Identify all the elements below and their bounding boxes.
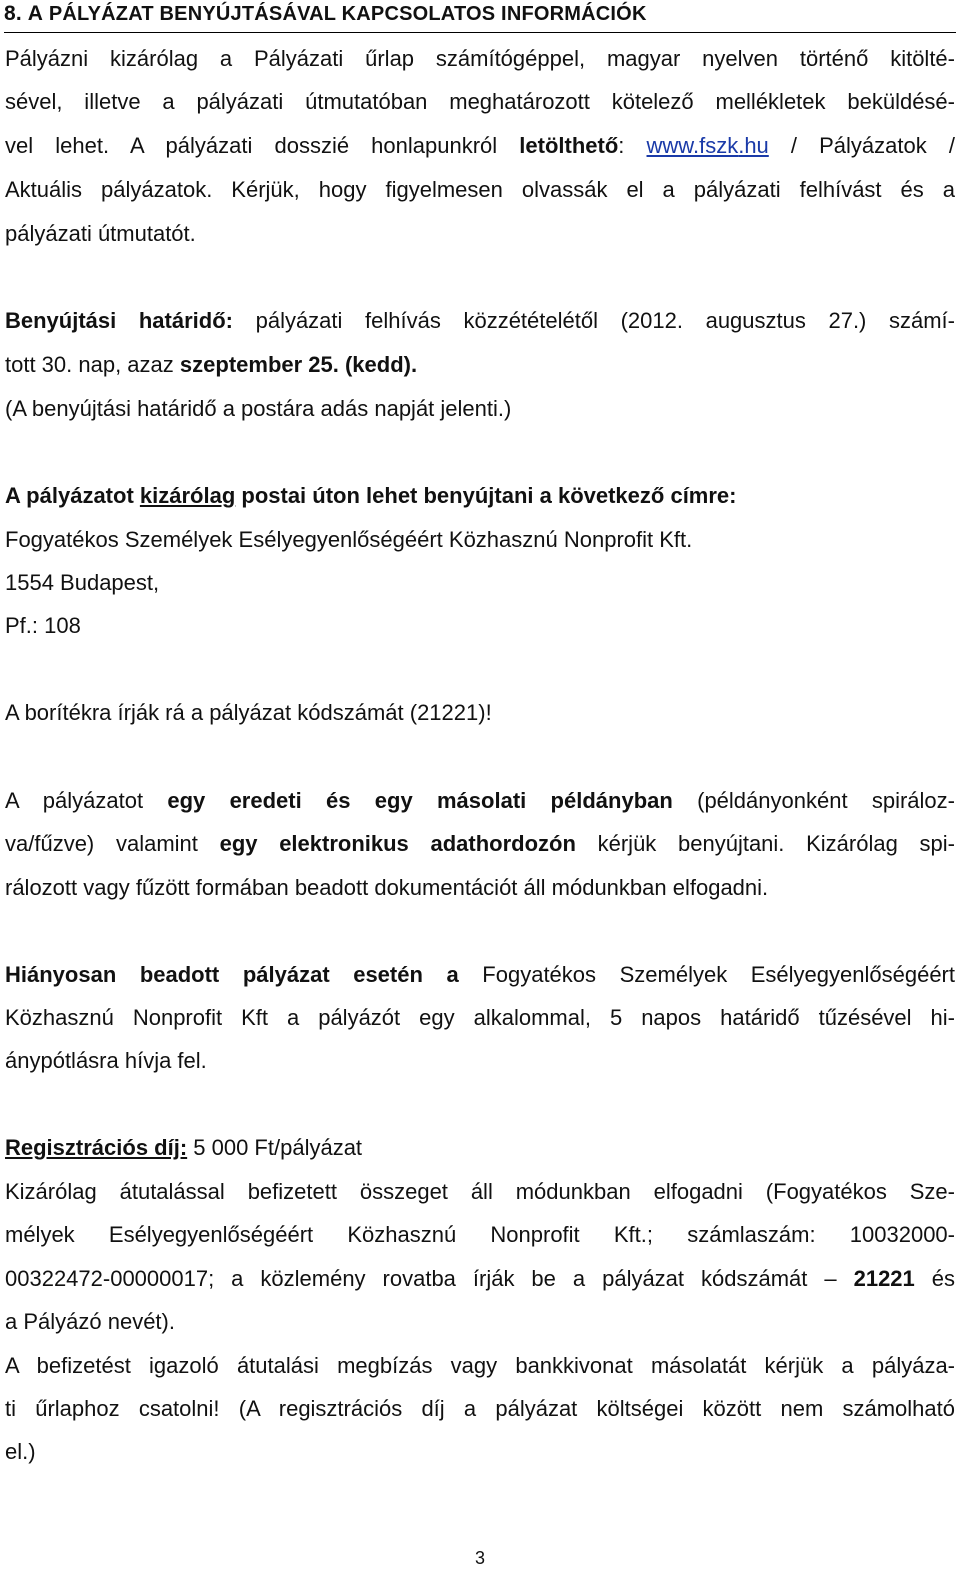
address-heading-pre: A pályázatot [5, 483, 140, 508]
missing-line1-bold: Hiányosan beadott pályázat esetén a [5, 962, 459, 987]
para1-line4: Aktuális pályázatok. Kérjük, hogy figyelmesen olvassák el a pályázati felhívást és a [5, 177, 955, 202]
address-city: 1554 Budapest, [5, 570, 160, 595]
fee-text-line3 [5, 1264, 955, 1294]
copies-line2-bold: egy elektronikus adathordozón [219, 831, 576, 856]
copies-line2 [5, 829, 955, 859]
fee-text-line7: el.) [5, 1439, 36, 1464]
deadline-note: (A benyújtási határidő a postára adás napját jelenti.) [5, 396, 512, 421]
deadline-date: szeptember 25. (kedd). [179, 352, 418, 377]
fee-code: 21221 [853, 1266, 915, 1291]
page-number: 3 [474, 1548, 485, 1568]
deadline-line2-pre: tott 30. nap, azaz [5, 352, 180, 377]
missing-line1-rest: Fogyatékos Személyek Esélyegyenlőségéért [458, 962, 955, 987]
para1-line3-post: / Pályázatok / [768, 133, 955, 158]
para1-line5: pályázati útmutatót. [5, 221, 196, 246]
code-note: A borítékra írják rá a pályázat kódszámát (21221)! [5, 700, 492, 725]
copies-line3: rálozott vagy fűzött formában beadott dokumentációt áll módunkban elfogadni. [5, 875, 769, 900]
address-org: Fogyatékos Személyek Esélyegyenlőségéért Közhasznú Nonprofit Kft. [5, 527, 693, 552]
address-heading-underline: kizárólag [139, 483, 236, 508]
para1-line2: sével, illetve a pályázati útmutatóban meghatározott kötelező mellékletek beküldésé- [5, 89, 955, 114]
copies-line2-pre: va/fűzve) valamint [5, 831, 220, 856]
fee-text-line2: mélyek Esélyegyenlőségéért Közhasznú Nonprofit Kft.; számlaszám: 10032000- [5, 1222, 955, 1247]
deadline-label: Benyújtási határidő: [5, 308, 233, 333]
section-title: PÁLYÁZAT BENYÚJTÁSÁVAL KAPCSOLATOS INFORMÁCIÓK [48, 3, 647, 25]
fee-text-line1: Kizárólag átutalással befizetett összeget áll módunkban elfogadni (Fogyatékos Sze- [5, 1179, 955, 1204]
missing-line3: ánypótlásra hívja fel. [5, 1048, 207, 1073]
address-pobox: Pf.: 108 [5, 613, 81, 638]
deadline-line2 [5, 350, 417, 380]
website-link[interactable]: www.fszk [646, 133, 739, 158]
copies-line1-bold: egy eredeti és egy másolati példányban [167, 788, 673, 813]
fee-line [5, 1133, 362, 1163]
fee-text-line4: a Pályázó nevét). [5, 1309, 175, 1334]
fee-value: 5 000 Ft/pályázat [187, 1135, 363, 1160]
section-heading [4, 2, 956, 33]
fee-line3-pre: 00322472-00000017; a közlemény rovatba írják be a pályázat kódszámát – [5, 1266, 854, 1291]
address-heading-post: postai úton lehet benyújtani a következő címre: [235, 483, 737, 508]
fee-text-line6: ti űrlaphoz csatolni! (A regisztrációs díj a pályázat költségei között nem számolható [5, 1396, 955, 1421]
deadline-text: pályázati felhívás közzétételétől (2012. augusztus 27.) számí- [232, 308, 955, 333]
fee-label: Regisztrációs díj: [5, 1135, 188, 1160]
copies-line1-pre: A pályázatot [5, 788, 168, 813]
download-label: letölthető [519, 133, 619, 158]
address-heading [5, 481, 737, 511]
deadline-line1 [5, 306, 955, 336]
copies-line2-post: kérjük benyújtani. Kizárólag spi- [575, 831, 955, 856]
para1-line3-pre: vel lehet. A pályázati dosszié honlapunkról [5, 133, 520, 158]
copies-line1-post: (példányonként spirálоz- [672, 788, 955, 813]
copies-line1 [5, 786, 955, 816]
section-number: 8. [4, 2, 22, 25]
missing-line1 [5, 960, 955, 990]
section-title-first-letter: A [27, 2, 44, 25]
colon: : [618, 133, 647, 158]
missing-line2: Közhasznú Nonprofit Kft a pályázót egy alkalommal, 5 napos határidő tűzésével hi- [5, 1005, 955, 1030]
website-link-tld[interactable]: .hu [738, 133, 769, 158]
fee-line3-post: és [914, 1266, 955, 1291]
fee-text-line5: A befizetést igazoló átutalási megbízás vagy bankkivonat másolatát kérjük a pályáza- [5, 1353, 955, 1378]
para1-line3 [5, 131, 955, 161]
para1-line1: Pályázni kizárólag a Pályázati űrlap számítógéppel, magyar nyelven történő kitölté- [5, 46, 955, 71]
